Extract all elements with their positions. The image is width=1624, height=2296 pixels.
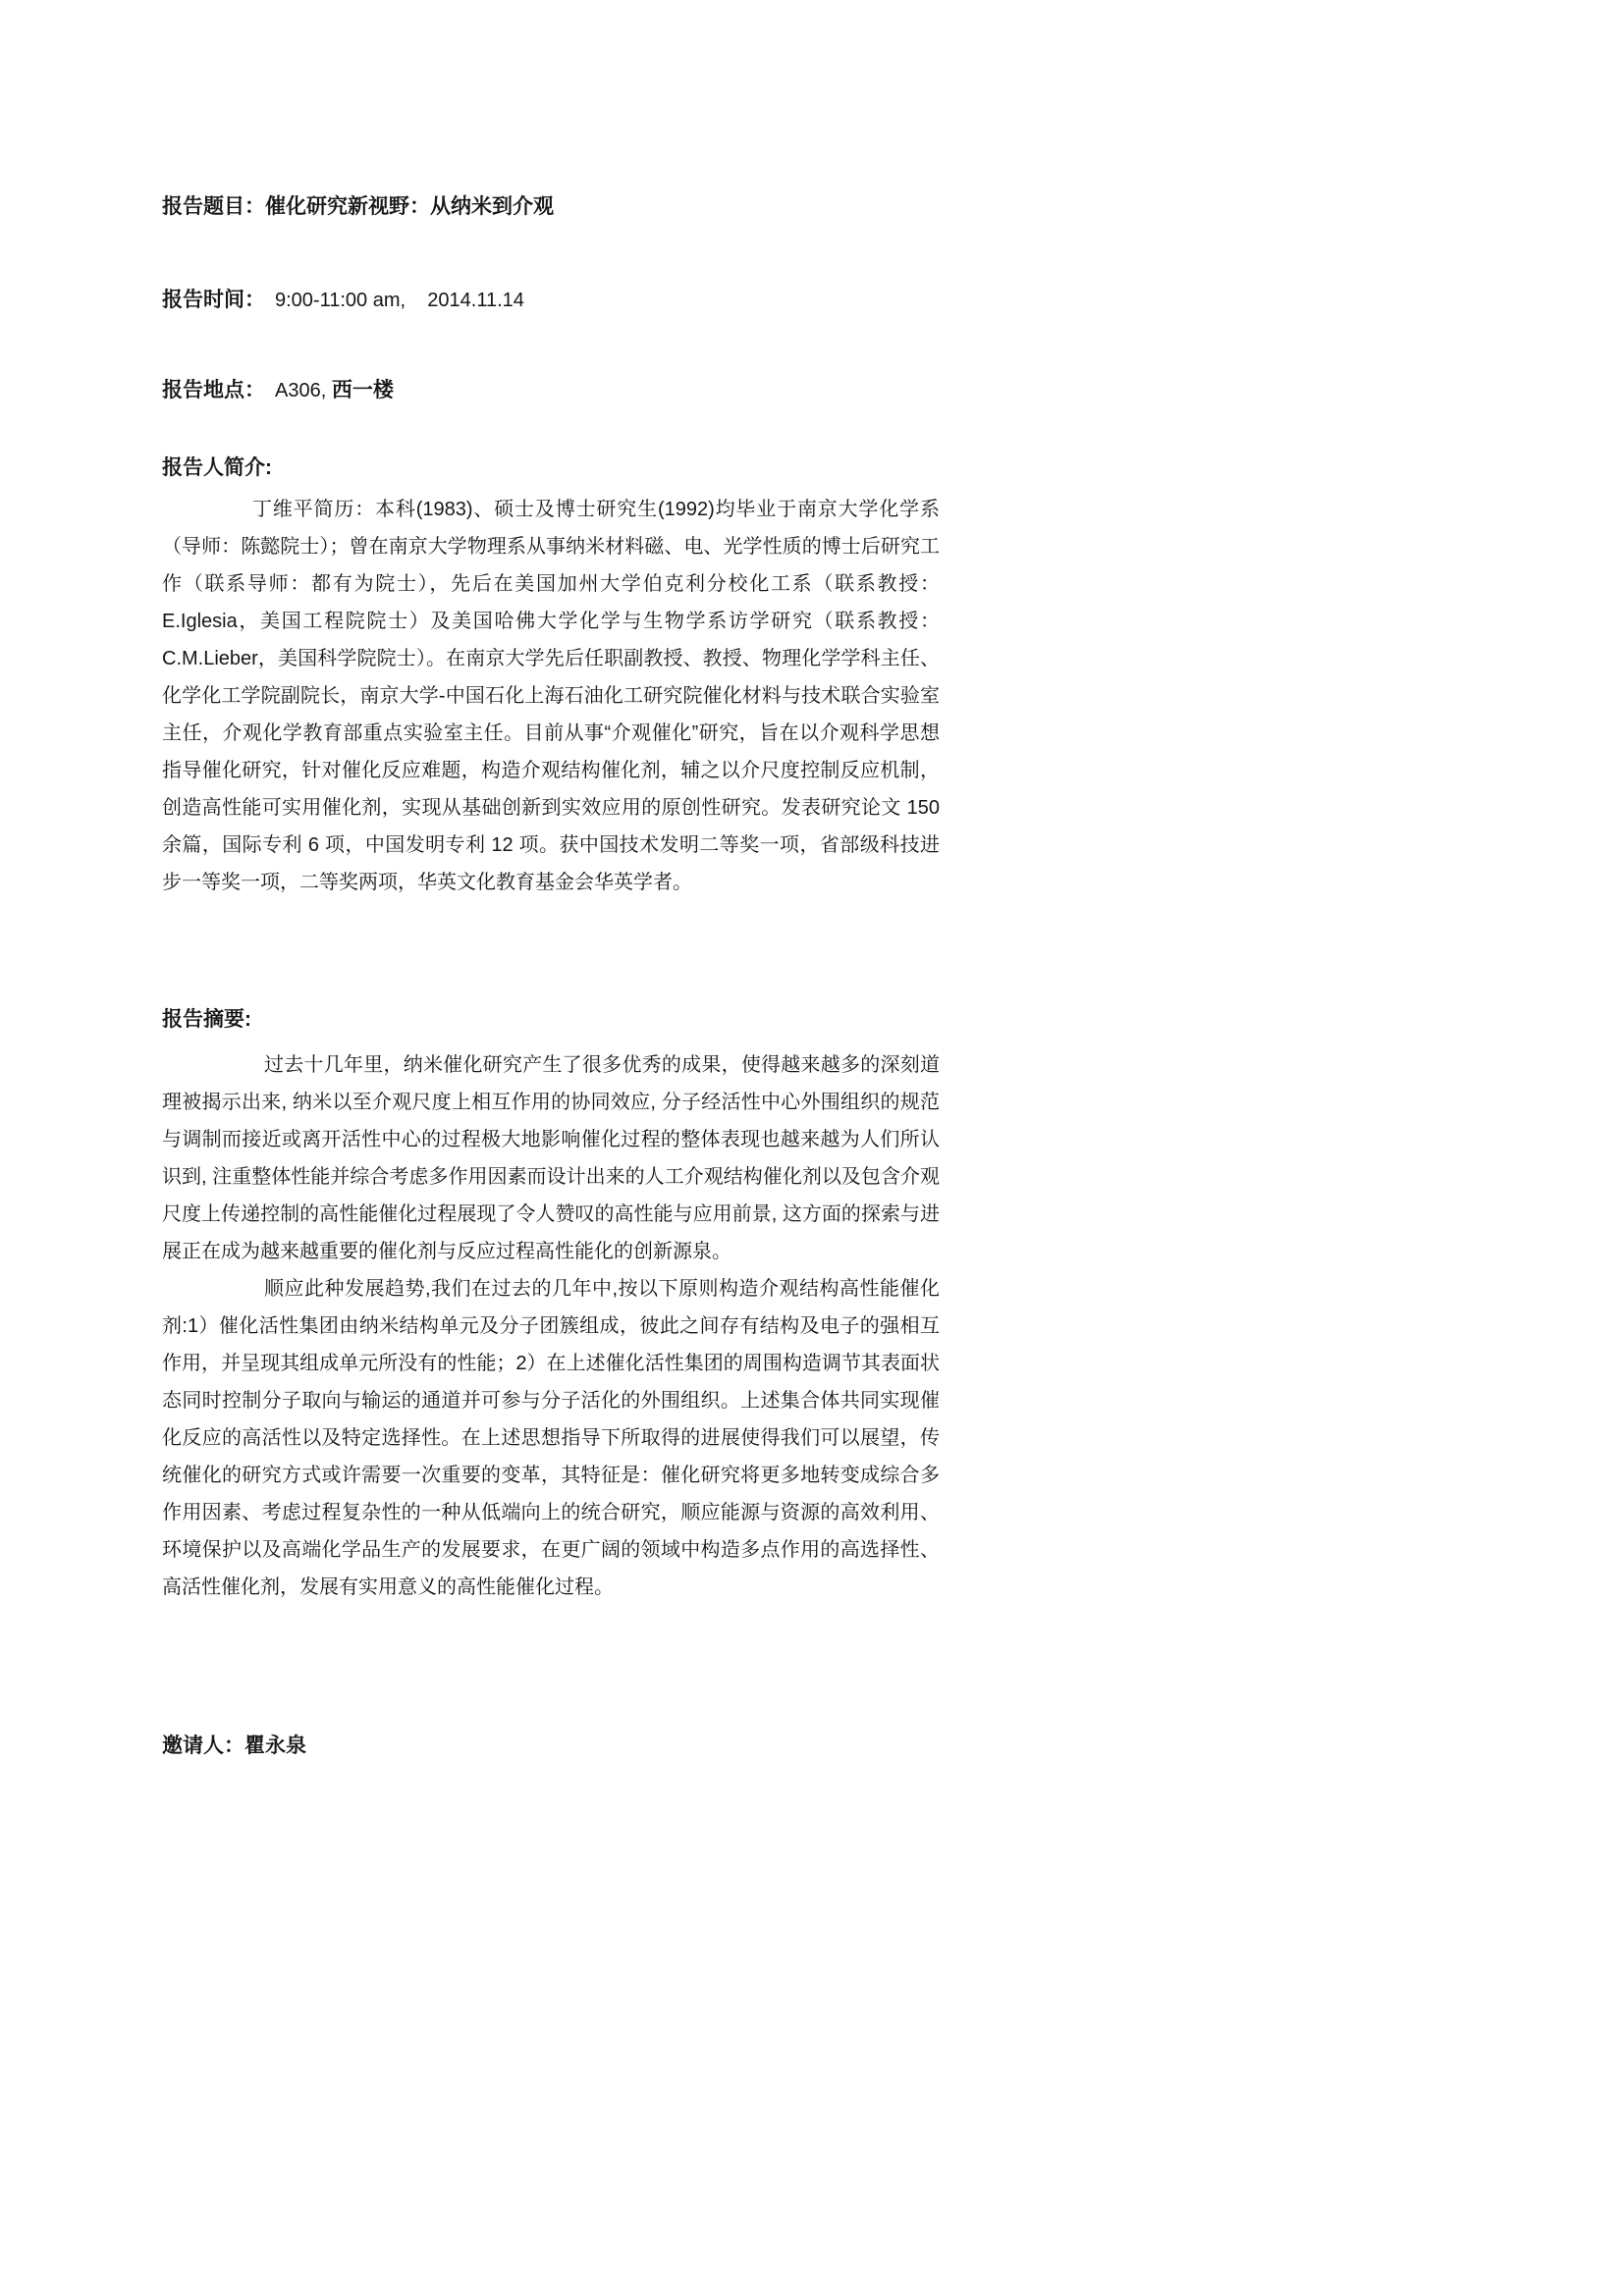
abstract-paragraph: 顺应此种发展趋势,我们在过去的几年中,按以下原则构造介观结构高性能催化剂:1）催化活性集团由纳米结构单元及分子团簇组成，彼此之间存有结构及电子的强相互作用，并呈现其组成单元所没有的性能；2）在上述催化活性集团的周围构造调节其表面状态同时控制分子取向与输运的通道并可参与分子活化的外围组织。上述集合体共同实现催化反应的高活性以及特定选择性。在上述思想指导下所取得的进展使得我们可以展望，传统催化的研究方式或许需要一次重要的变革，其特征是：催化研究将更多地转变成综合多作用因素、考虑过程复杂性的一种从低端向上的统合研究，顺应能源与资源的高效利用、环境保护以及高端化学品生产的发展要求，在更广阔的领域中构造多点作用的高选择性、高活性催化剂，发展有实用意义的高性能催化过程。 <box>162 1278 940 1598</box>
report-location-line <box>162 376 940 405</box>
speaker-bio-heading: 报告人简介: <box>162 456 272 479</box>
report-location-room: A306, <box>275 380 332 401</box>
speaker-bio-paragraph: 丁维平简历：本科(1983)、硕士及博士研究生(1992)均毕业于南京大学化学系（导师：陈懿院士）；曾在南京大学物理系从事纳米材料磁、电、光学性质的博士后研究工作（联系导师：都有为院士），先后在美国加州大学伯克利分校化工系（联系教授：E.Iglesia，美国工程院院士）及美国哈佛大学化学与生物学系访学研究（联系教授：C.M.Lieber，美国科学院院士）。在南京大学先后任职副教授、教授、物理化学学科主任、化学化工学院副院长，南京大学-中国石化上海石油化工研究院催化材料与技术联合实验室主任，介观化学教育部重点实验室主任。目前从事“介观催化”研究，旨在以介观科学思想指导催化研究，针对催化反应难题，构造介观结构催化剂，辅之以介尺度控制反应机制，创造高性能可实用催化剂，实现从基础创新到实效应用的原创性研究。发表研究论文 150 余篇，国际专利 6 项，中国发明专利 12 项。获中国技术发明二等奖一项，省部级科技进步一等奖一项，二等奖两项，华英文化教育基金会华英学者。 <box>162 499 940 893</box>
report-title-line <box>162 192 940 222</box>
abstract-section <box>162 1046 940 1606</box>
report-time-label: 报告时间： <box>162 289 265 311</box>
report-title: 催化研究新视野：从纳米到介观 <box>265 195 554 218</box>
abstract-heading: 报告摘要: <box>162 1008 251 1031</box>
inviter-line <box>162 1732 940 1761</box>
speaker-bio-section <box>162 491 940 901</box>
abstract-paragraph: 过去十几年里，纳米催化研究产生了很多优秀的成果，使得越来越多的深刻道理被揭示出来, 纳米以至介观尺度上相互作用的协同效应, 分子经活性中心外围组织的规范与调制而接近或离开活性中心的过程极大地影响催化过程的整体表现也越来越为人们所认识到, 注重整体性能并综合考虑多作用因素而设计出来的人工介观结构催化剂以及包含介观尺度上传递控制的高性能催化过程展现了令人赞叹的高性能与应用前景, 这方面的探索与进展正在成为越来越重要的催化剂与反应过程高性能化的创新源泉。 <box>162 1054 940 1262</box>
report-title-label: 报告题目： <box>162 195 265 218</box>
report-location-building: 西一楼 <box>331 379 394 401</box>
report-location-label: 报告地点： <box>162 379 265 401</box>
inviter-label: 邀请人： <box>162 1735 244 1757</box>
inviter-name: 瞿永泉 <box>244 1735 306 1757</box>
report-time-value: 9:00-11:00 am, 2014.11.14 <box>275 290 524 311</box>
report-time-line <box>162 286 940 315</box>
